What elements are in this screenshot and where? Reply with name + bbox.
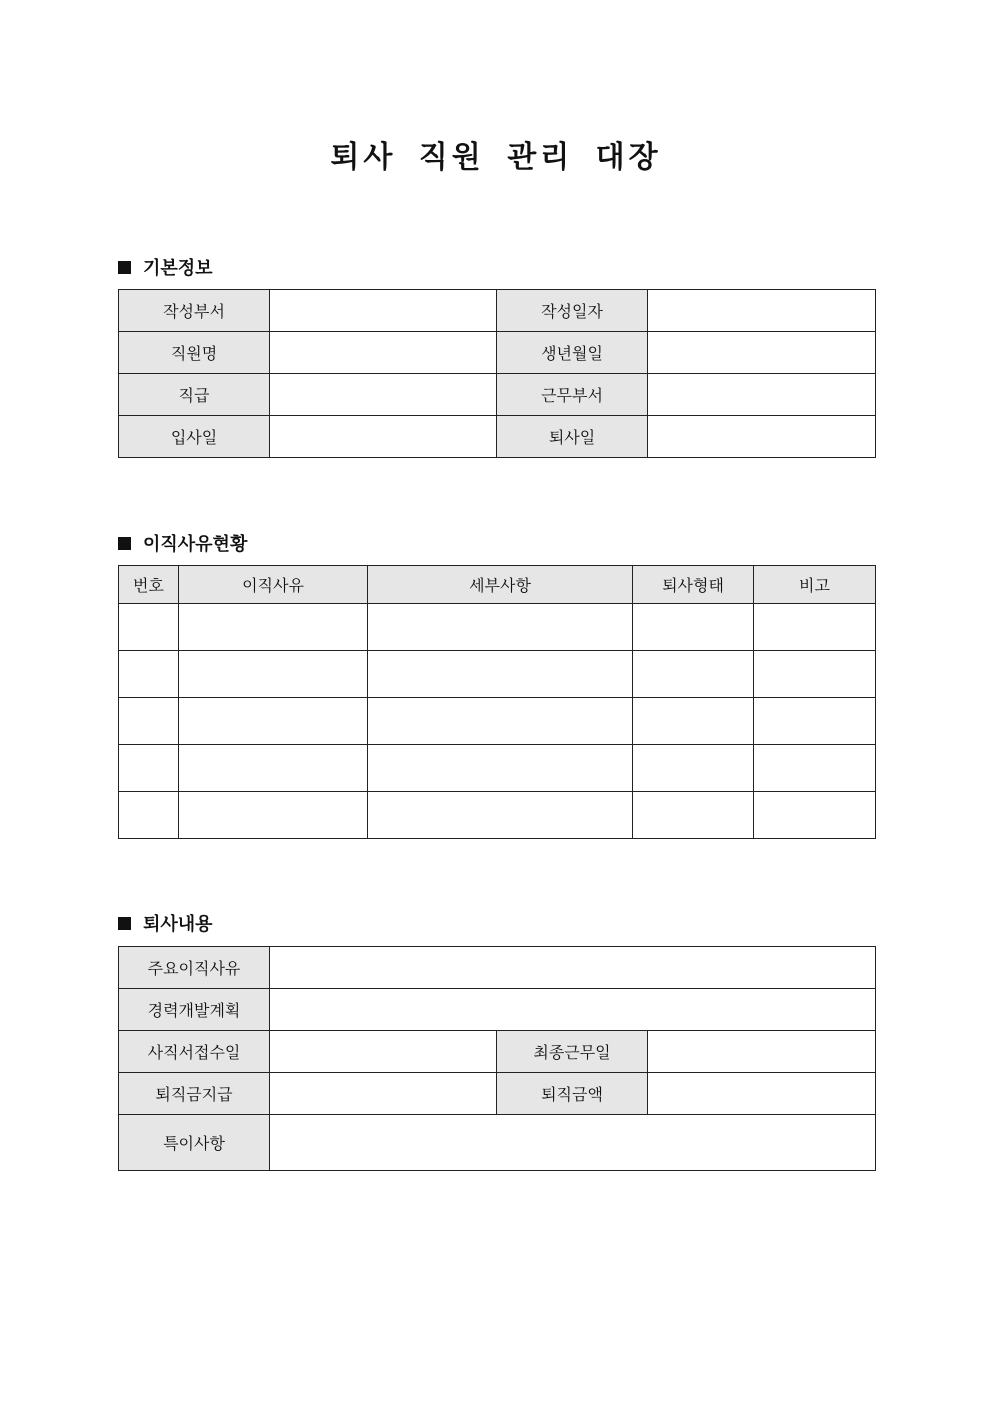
- input-cell-resign-date[interactable]: [270, 1031, 497, 1073]
- table-cell[interactable]: [754, 651, 876, 698]
- table-cell[interactable]: [368, 745, 633, 792]
- table-row: [119, 698, 876, 745]
- input-cell-written-date[interactable]: [648, 290, 876, 332]
- table-cell[interactable]: [633, 745, 754, 792]
- section-heading-retirement-label: 퇴사내용: [143, 914, 213, 935]
- label-cell: 입사일: [119, 416, 270, 458]
- table-cell[interactable]: [633, 792, 754, 839]
- table-cell[interactable]: [368, 651, 633, 698]
- table-row: [119, 947, 876, 989]
- input-cell-career-plan[interactable]: [270, 989, 876, 1031]
- table-row: [119, 1031, 876, 1073]
- input-cell-join-date[interactable]: [270, 416, 497, 458]
- label-cell: 특이사항: [119, 1115, 270, 1171]
- label-cell: 작성부서: [119, 290, 270, 332]
- table-row: [119, 1073, 876, 1115]
- input-cell-department[interactable]: [270, 290, 497, 332]
- table-cell[interactable]: [368, 698, 633, 745]
- label-cell: 작성일자: [497, 290, 648, 332]
- label-cell: 주요이직사유: [119, 947, 270, 989]
- table-cell[interactable]: [633, 651, 754, 698]
- section-heading-reasons: [118, 530, 247, 556]
- table-cell[interactable]: [179, 604, 368, 651]
- page-title: 퇴사 직원 관리 대장: [330, 140, 662, 175]
- input-cell-remarks[interactable]: [270, 1115, 876, 1171]
- table-row: [119, 1115, 876, 1171]
- label-cell: 직원명: [119, 332, 270, 374]
- table-cell[interactable]: [179, 651, 368, 698]
- label-cell: 사직서접수일: [119, 1031, 270, 1073]
- label-cell: 직급: [119, 374, 270, 416]
- table-cell[interactable]: [368, 792, 633, 839]
- label-cell: 경력개발계획: [119, 989, 270, 1031]
- input-cell-severance-amount[interactable]: [648, 1073, 876, 1115]
- input-cell-birth-date[interactable]: [648, 332, 876, 374]
- table-cell[interactable]: [754, 792, 876, 839]
- label-cell: 퇴사일: [497, 416, 648, 458]
- square-bullet-icon: [118, 917, 131, 930]
- table-cell[interactable]: [119, 698, 179, 745]
- table-cell[interactable]: [368, 604, 633, 651]
- table-row: [119, 416, 876, 458]
- section-heading-basic-label: 기본정보: [143, 258, 213, 279]
- table-cell[interactable]: [119, 651, 179, 698]
- table-row: [119, 604, 876, 651]
- section-heading-retirement: [118, 910, 213, 936]
- basic-info-table: [118, 289, 876, 458]
- retirement-table: [118, 946, 876, 1171]
- table-cell[interactable]: [633, 604, 754, 651]
- table-row: [119, 792, 876, 839]
- label-cell: 근무부서: [497, 374, 648, 416]
- table-cell[interactable]: [179, 745, 368, 792]
- table-row: [119, 332, 876, 374]
- input-cell-position[interactable]: [270, 374, 497, 416]
- reason-table: [118, 565, 876, 839]
- column-header: 퇴사형태: [633, 566, 754, 604]
- table-row: [119, 374, 876, 416]
- input-cell-severance-paid[interactable]: [270, 1073, 497, 1115]
- label-cell: 최종근무일: [497, 1031, 648, 1073]
- table-cell[interactable]: [179, 792, 368, 839]
- label-cell: 생년월일: [497, 332, 648, 374]
- table-cell[interactable]: [754, 698, 876, 745]
- label-cell: 퇴직금지급: [119, 1073, 270, 1115]
- table-cell[interactable]: [119, 745, 179, 792]
- table-cell[interactable]: [179, 698, 368, 745]
- input-cell-leave-date[interactable]: [648, 416, 876, 458]
- table-cell[interactable]: [633, 698, 754, 745]
- input-cell-employee-name[interactable]: [270, 332, 497, 374]
- column-header: 번호: [119, 566, 179, 604]
- square-bullet-icon: [118, 261, 131, 274]
- table-cell[interactable]: [754, 604, 876, 651]
- table-cell[interactable]: [119, 604, 179, 651]
- label-cell: 퇴직금액: [497, 1073, 648, 1115]
- table-row: [119, 651, 876, 698]
- table-row: [119, 290, 876, 332]
- table-cell[interactable]: [119, 792, 179, 839]
- table-row: [119, 989, 876, 1031]
- square-bullet-icon: [118, 537, 131, 550]
- section-heading-basic: [118, 254, 213, 280]
- column-header: 이직사유: [179, 566, 368, 604]
- table-row: [119, 745, 876, 792]
- table-cell[interactable]: [754, 745, 876, 792]
- input-cell-work-department[interactable]: [648, 374, 876, 416]
- input-cell-last-work-day[interactable]: [648, 1031, 876, 1073]
- column-header: 세부사항: [368, 566, 633, 604]
- table-header-row: [119, 566, 876, 604]
- input-cell-main-reason[interactable]: [270, 947, 876, 989]
- section-heading-reasons-label: 이직사유현황: [143, 534, 248, 555]
- column-header: 비고: [754, 566, 876, 604]
